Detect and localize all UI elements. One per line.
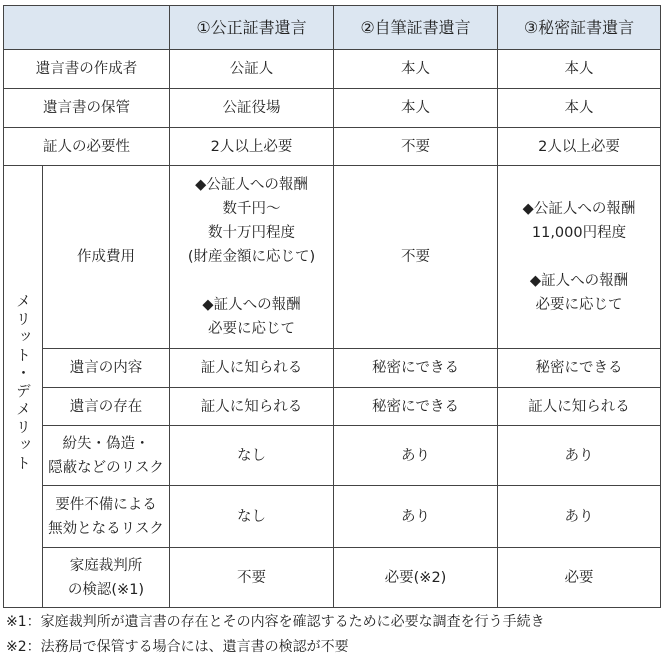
table-cell: 本人: [498, 89, 661, 128]
cell-line: あり: [564, 508, 594, 525]
table-row: [4, 486, 661, 548]
row-label: [43, 548, 170, 608]
table-row: [4, 89, 661, 128]
cell-line: 証人に知られる: [528, 398, 630, 415]
cell-line: 不要: [401, 249, 430, 265]
table-cell: [498, 388, 661, 426]
table-cell: [498, 349, 661, 388]
cell-line: ◆証人への報酬: [202, 297, 301, 313]
cell-line: 数千円～: [222, 201, 281, 217]
table-cell: [334, 548, 498, 608]
table-cell: [170, 349, 334, 388]
cell-line: 秘密にできる: [372, 360, 459, 376]
table-row: [4, 548, 661, 608]
row-label-line: 遺言の存在: [69, 398, 143, 415]
header-row: [4, 6, 661, 50]
cell-line: 秘密にできる: [535, 360, 623, 376]
row-label: 遺言書の作成者: [4, 50, 170, 89]
row-label: 証人の必要性: [4, 128, 170, 166]
row-label: [43, 349, 170, 388]
table-cell: 不要: [334, 128, 498, 166]
cell-line: 秘密にできる: [372, 398, 459, 415]
table-cell: [334, 426, 498, 486]
table-cell: 公証人: [170, 50, 334, 89]
table-cell: 2人以上必要: [498, 128, 661, 166]
table-cell: [334, 486, 498, 548]
table-cell: [170, 166, 334, 349]
row-label-line: の検認(※1): [67, 581, 145, 598]
row-label: 遺言書の保管: [4, 89, 170, 128]
header-holographic-will: ②自筆証書遺言: [334, 6, 498, 50]
cell-line: [498, 245, 660, 269]
row-label-line: 無効となるリスク: [48, 520, 164, 537]
table-cell: 本人: [334, 89, 498, 128]
table-cell: [498, 548, 661, 608]
table-cell: [170, 548, 334, 608]
footnote-1: ※1：家庭裁判所が遺言書の存在とその内容を確認するために必要な調査を行う手続き: [6, 614, 545, 630]
row-label-line: 家庭裁判所: [69, 557, 143, 574]
cell-line: 必要に応じて: [535, 297, 623, 313]
cell-line: 数十万円程度: [208, 225, 295, 241]
row-label-line: 要件不備による: [55, 496, 157, 513]
header-blank: [4, 6, 170, 50]
cell-line: (財産金額に応じて): [187, 249, 316, 265]
cell-line: あり: [564, 447, 594, 464]
table-cell: [498, 166, 661, 349]
cell-line: なし: [237, 447, 266, 464]
table-cell: 本人: [498, 50, 661, 89]
header-notarized-will: ①公正証書遺言: [170, 6, 334, 50]
row-label-line: 作成費用: [77, 249, 135, 265]
table-row: [4, 426, 661, 486]
row-label-line: 遺言の内容: [69, 360, 143, 376]
table-cell: [498, 486, 661, 548]
table-row: [4, 128, 661, 166]
group-label-text: メリット・デメリット: [14, 292, 32, 473]
cell-line: 11,000円程度: [531, 225, 627, 241]
table-row: [4, 50, 661, 89]
cell-line: 不要: [237, 569, 266, 586]
table-cell: 公証役場: [170, 89, 334, 128]
row-label: [43, 388, 170, 426]
table-cell: [170, 486, 334, 548]
table-cell: 本人: [334, 50, 498, 89]
cell-line: あり: [401, 447, 430, 464]
cell-line: 証人に知られる: [200, 398, 303, 415]
group-label-merit-demerit: [4, 166, 43, 608]
cell-line: あり: [401, 508, 430, 525]
cell-line: 必要: [564, 569, 594, 586]
row-label: [43, 426, 170, 486]
cell-line: ◆証人への報酬: [529, 273, 629, 289]
table-cell: [334, 349, 498, 388]
footnote-2: ※2：法務局で保管する場合には、遺言書の検認が不要: [6, 639, 349, 655]
table-cell: 2人以上必要: [170, 128, 334, 166]
table-row: [4, 388, 661, 426]
row-label-line: 紛失・偽造・: [62, 435, 150, 452]
table-cell: [498, 426, 661, 486]
table-cell: [170, 426, 334, 486]
cell-line: ◆公証人への報酬: [522, 201, 636, 217]
cell-line: 必要に応じて: [208, 321, 295, 337]
table-row: [4, 349, 661, 388]
row-label: [43, 166, 170, 349]
cell-line: ◆公証人への報酬: [195, 177, 308, 193]
cell-line: 証人に知られる: [200, 360, 303, 376]
table-cell: [170, 388, 334, 426]
table-row: [4, 166, 661, 349]
header-secret-will: ③秘密証書遺言: [498, 6, 661, 50]
table-cell: [334, 388, 498, 426]
will-comparison-table: [3, 5, 661, 608]
cell-line: 必要(※2): [384, 569, 447, 586]
cell-line: なし: [237, 508, 266, 525]
row-label: [43, 486, 170, 548]
table-cell: [334, 166, 498, 349]
cell-line: [170, 269, 333, 293]
row-label-line: 隠蔽などのリスク: [48, 459, 164, 476]
